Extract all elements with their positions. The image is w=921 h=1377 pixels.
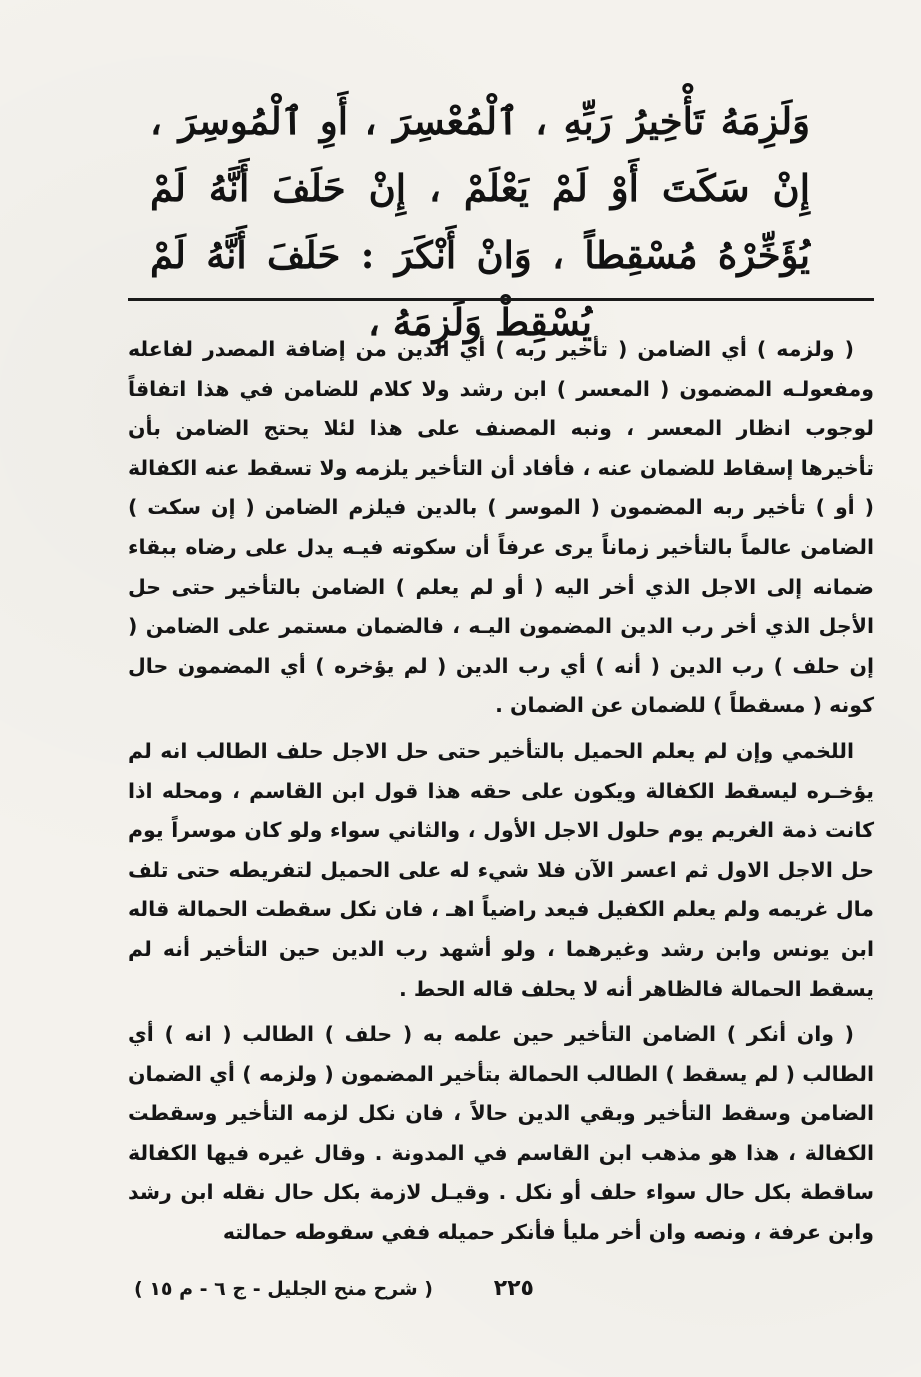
page-number: ٢٢٥ (493, 1276, 534, 1301)
commentary-paragraph-3: ( وان أنكر ) الضامن التأخير حين علمه به ( حلف ) الطالب ( انه ) أي الطالب ( لم يسقط ) الطالب الحمالة بتأخير المضمون ( ولزمه ) أي الضمان الضامن وسقط التأخير وبقي الدين حالاً ، فان نكل لزمه التأخير وسقطت الكفالة ، هذا هو مذهب ابن القاسم في المدونة . وقال غيره فيها الكفالة ساقطة بكل حال سواء حلف أو نكل . وقيـل لازمة بكل حال نقله ابن رشد وابن عرفة ، ونصه وان أخر مليأ فأنكر حميله ففي سقوطه حمالته (128, 1022, 874, 1245)
horizontal-rule (128, 298, 874, 301)
source-note: ( شرح منح الجليل - ج ٦ - م ١٥ ) (134, 1278, 433, 1300)
commentary-paragraph-1: ( ولزمه ) أي الضامن ( تأخير ربه ) أي الدين من إضافة المصدر لفاعله ومفعولـه المضمون ( المعسر ) ابن رشد ولا كلام للضامن في هذا اتفاقاً لوجوب انظار المعسر ، ونبه المصنف على هذا لئلا يحتج الضامن بأن تأخيرها إسقاط للضمان عنه ، فأفاد أن التأخير يلزمه ولا تسقط عنه الكفالة ( أو ) تأخير ربه المضمون ( الموسر ) بالدين فيلزم الضامن ( إن سكت ) الضامن عالماً بالتأخير زماناً يرى عرفاً أن سكوته فيـه يدل على رضاه ببقاء ضمانه إلى الاجل الذي أخر اليه ( أو لم يعلم ) الضامن بالتأخير حتى حل الأجل الذي أخر رب الدين المضمون اليـه ، فالضمان مستمر على الضامن ( إن حلف ) رب الدين ( أنه ) أي رب الدين ( لم يؤخره ) أي المضمون حال كونه ( مسقطاً ) للضمان عن الضمان . (128, 337, 874, 718)
commentary-section (128, 330, 874, 1259)
page-footer (128, 1276, 874, 1316)
commentary-paragraph-2: اللخمي وإن لم يعلم الحميل بالتأخير حتى حل الاجل حلف الطالب انه لم يؤخـره ليسقط الكفالة ويكون على حقه هذا قول ابن القاسم ، ومحله اذا كانت ذمة الغريم يوم حلول الاجل الأول ، والثاني سواء ولو كان موسراً يوم حل الاجل الاول ثم اعسر الآن فلا شيء له على الحميل لتفريطه حتى تلف مال غريمه ولم يعلم الكفيل فيعد راضياً اهـ ، فان نكل سقطت الحمالة قاله ابن يونس وابن رشد وغيرهما ، ولو أشهد رب الدين حين التأخير أنه لم يسقط الحمالة فالظاهر أنه لا يحلف قاله الحط . (128, 738, 874, 1001)
matn-text: وَلَزِمَهُ تَأْخِيرُ رَبِّهِ ، ٱلْمُعْسِرَ ، أَوِ ٱلْمُوسِرَ ، إِنْ سَكَتَ أَوْ لَمْ يَعْلَمْ ، إِنْ حَلَفَ أَنَّهُ لَمْ يُؤَخِّرْهُ مُسْقِطاً ، وَانْ أَنْكَرَ : حَلَفَ أَنَّهُ لَمْ يُسْقِطْ وَلَزِمَهُ ، (150, 99, 810, 344)
